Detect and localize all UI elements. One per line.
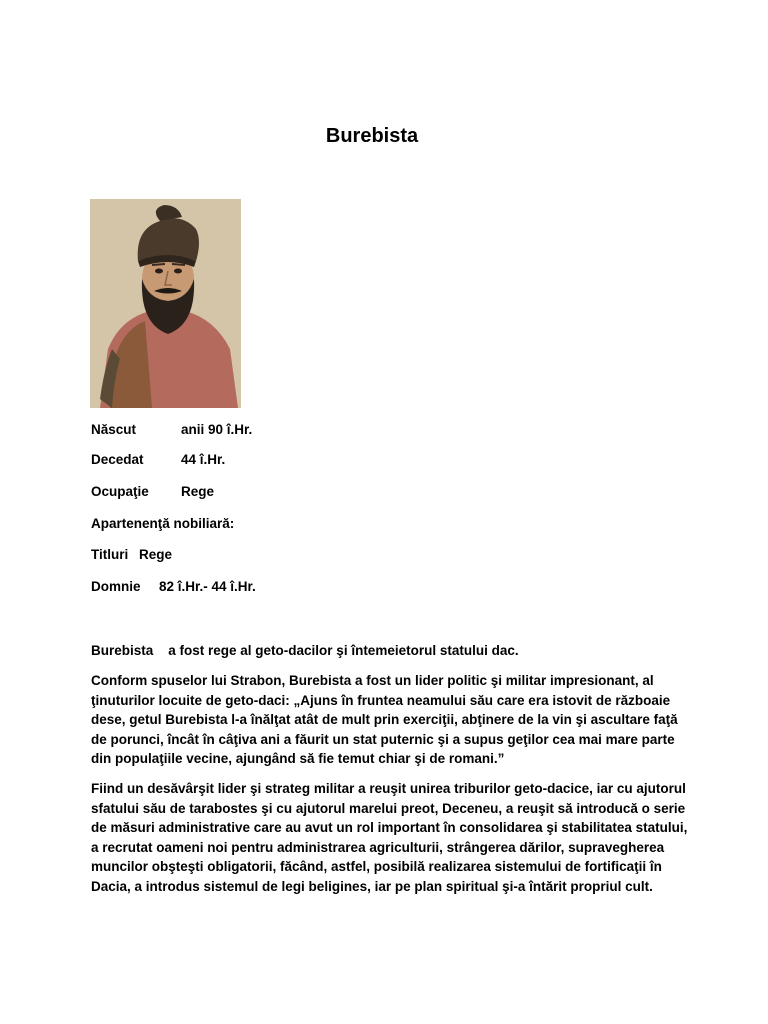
fact-value: Rege bbox=[139, 547, 173, 562]
fact-label: Ocupaţie bbox=[91, 484, 149, 499]
fact-value: 82 î.Hr.- 44 î.Hr. bbox=[159, 579, 256, 594]
fact-label: Apartenenţă nobiliară: bbox=[91, 516, 235, 531]
fact-label: Domnie bbox=[91, 579, 141, 594]
fact-value: Rege bbox=[181, 484, 215, 499]
fact-label: Titluri bbox=[91, 547, 129, 562]
fact-label: Decedat bbox=[91, 452, 144, 467]
fact-died bbox=[91, 452, 225, 467]
fact-reign bbox=[91, 579, 256, 594]
paragraph-intro: Burebista a fost rege al geto-dacilor şi întemeietorul statului dac. bbox=[91, 643, 519, 658]
fact-nobility bbox=[91, 516, 234, 531]
fact-label: Născut bbox=[91, 422, 137, 437]
fact-born bbox=[91, 422, 252, 437]
fact-titles bbox=[91, 547, 172, 562]
fact-occupation bbox=[91, 484, 214, 499]
portrait-image bbox=[90, 199, 241, 408]
paragraph-leadership: Fiind un desăvârşit lider şi strateg militar a reuşit unirea triburilor geto-dacice, iar cu ajutorul sfatului său de tarabostes şi cu ajutorul marelui preot, Deceneu, a reuşit să introducă o serie de măsuri administrative care au avut un rol important în consolidarea şi stabilitatea statului, a recrutat oameni noi pentru administrarea agriculturii, strângerea dărilor, supravegherea muncilor obşteşti obligatorii, făcând, astfel, posibilă realizarea sistemului de fortificaţii în Dacia, a introdus sistemul de legi beligines, iar pe plan spiritual şi-a întărit propriul cult. bbox=[91, 781, 688, 894]
fact-value: anii 90 î.Hr. bbox=[181, 422, 253, 437]
fact-value: 44 î.Hr. bbox=[181, 452, 226, 467]
page-title: Burebista bbox=[325, 125, 419, 147]
paragraph-strabon: Conform spuselor lui Strabon, Burebista a fost un lider politic şi militar impresionant, al ţinuturilor locuite de geto-daci: „Ajuns în fruntea neamului său care era istovit de războaie dese, getul Burebista l-a înălţat atât de mult prin exerciţii, abţinere de la vin şi ascultare faţă de porunci, încât în câţiva ani a făurit un stat puternic şi a supus geţilor cea mai mare parte din populaţiile vecine, ajungând să fie temut chiar şi de romani.” bbox=[91, 673, 678, 766]
